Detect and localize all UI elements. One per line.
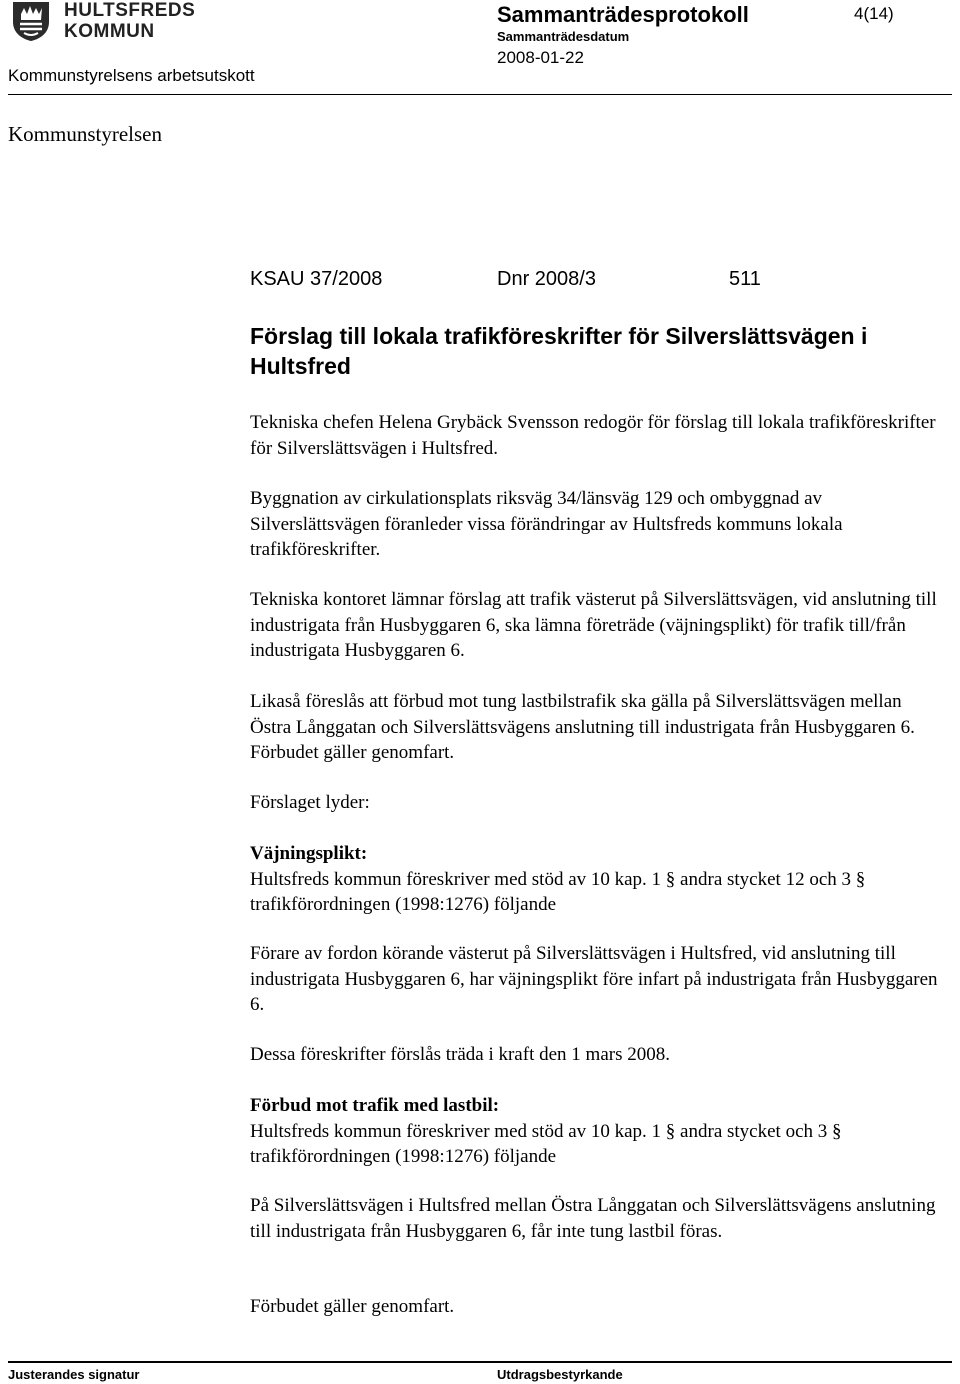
paragraph-2: Byggnation av cirkulationsplats riksväg 34/länsväg 129 och ombyggnad av Silverslättsvägen föranleder vissa förändringar av Hultsfreds kommuns lokala trafikföreskrifter. [250,488,843,560]
paragraph-3: Tekniska kontoret lämnar förslag att trafik västerut på Silverslättsvägen, vid anslutning till industrigata från Husbyggaren 6, ska lämna företräde (väjningsplikt) för trafik till/från industrigata Husbyggaren 6. [250,589,937,661]
certification-label: Utdragsbestyrkande [497,1367,623,1382]
paragraph-1: Tekniska chefen Helena Grybäck Svensson redogör för förslag till lokala trafikföreskrifter för Silverslättsvägen i Hultsfred. [250,412,936,459]
subheading-yield: Väjningsplikt: [250,843,368,864]
signature-label: Justerandes signatur [8,1367,140,1382]
paragraph-4: Likaså föreslås att förbud mot tung lastbilstrafik ska gälla på Silverslättsvägen mellan Östra Långgatan och Silverslättsvägens anslutning till industrigata från Husbyggaren 6. Förbudet gäller genomfart. [250,691,915,763]
case-number: 511 [729,268,761,290]
body-name: Kommunstyrelsen [8,122,162,146]
paragraph-10: På Silverslättsvägen i Hultsfred mellan Östra Långgatan och Silverslättsvägens anslutning till industrigata från Husbyggaren 6, får inte tung lastbil föras. [250,1195,936,1242]
section-heading: Förslag till lokala trafikföreskrifter för Silverslättsvägen i Hultsfred [250,323,868,379]
case-dnr: Dnr 2008/3 [497,268,596,290]
paragraph-9-text: Hultsfreds kommun föreskriver med stöd av 10 kap. 1 § andra stycket och 3 § trafikförordningen (1998:1276) följande [250,1120,842,1167]
logo-text-line2: KOMMUN [64,21,155,42]
page-number: 4(14) [854,4,894,23]
header-divider [8,94,952,95]
paragraph-6 [250,841,940,918]
document-title: Sammanträdesprotokoll [497,2,749,27]
case-code: KSAU 37/2008 [250,268,383,290]
paragraph-11: Förbudet gäller genomfart. [250,1296,455,1317]
municipality-logo [10,0,196,42]
paragraph-7: Förare av fordon körande västerut på Silverslättsvägen i Hultsfred, vid anslutning till industrigata Husbyggaren 6, har väjningsplikt före infart på industrigata från Husbyggaren 6. [250,943,938,1015]
subheading-truck-ban: Förbud mot trafik med lastbil: [250,1095,500,1116]
coat-of-arms-icon [10,0,52,42]
footer-divider [8,1361,952,1363]
paragraph-9 [250,1093,940,1170]
paragraph-6-text: Hultsfreds kommun föreskriver med stöd av 10 kap. 1 § andra stycket 12 och 3 § trafikförordningen (1998:1276) följande [250,868,866,915]
paragraph-5: Förslaget lyder: [250,792,370,813]
meeting-date-label: Sammanträdesdatum [497,29,630,44]
committee-name: Kommunstyrelsens arbetsutskott [8,66,255,85]
logo-text-line1: HULTSFREDS [64,0,196,21]
paragraph-8: Dessa föreskrifter förslås träda i kraft den 1 mars 2008. [250,1044,670,1065]
meeting-date: 2008-01-22 [497,48,584,67]
